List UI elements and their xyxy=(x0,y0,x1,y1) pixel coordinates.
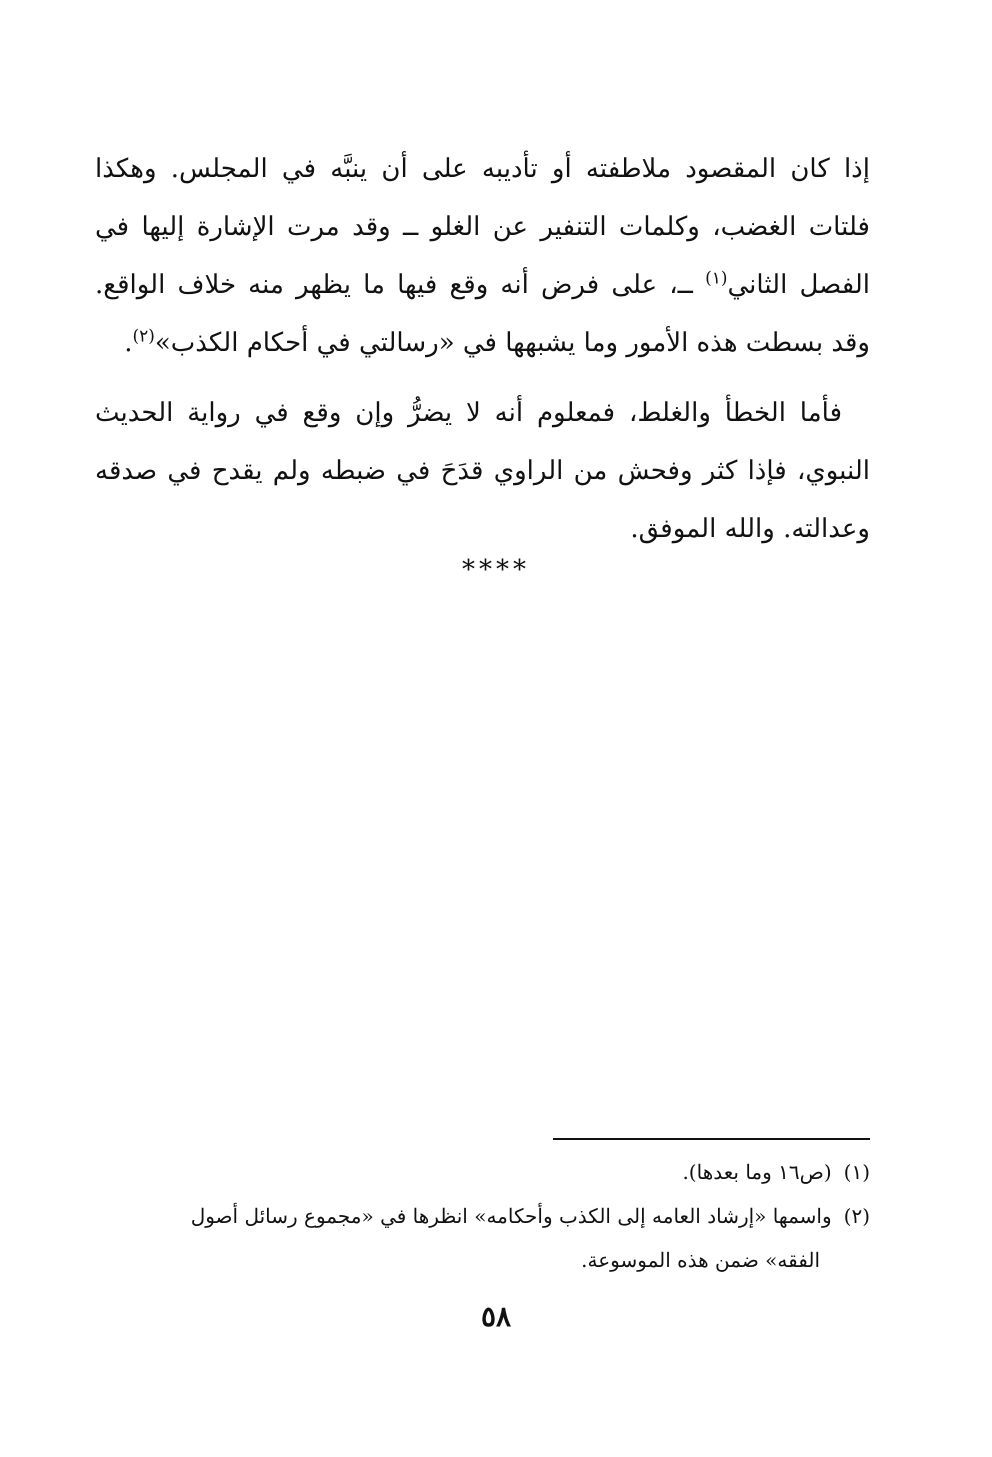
footnote-ref-1: (١) xyxy=(705,268,728,289)
paragraph-2: فأما الخطأ والغلط، فمعلوم أنه لا يضرُّ وإن وقع في رواية الحديث النبوي، فإذا كثر وفحش من الراوي قدَحَ في ضبطه ولم يقدح في صدقه وعدالته. والله الموفق. xyxy=(95,398,870,544)
section-separator: **** xyxy=(462,555,530,585)
footnote-divider xyxy=(553,1138,870,1140)
footnote-ref-2: (٢) xyxy=(132,326,155,347)
footnote-1-number: (١) xyxy=(843,1160,870,1184)
paragraph-1-part-a: إذا كان المقصود ملاطفته أو تأديبه على أن ينبَّه في المجلس. وهكذا فلتات الغضب، وكلمات التنفير عن الغلو ــ وقد مرت الإشارة إليها في الفصل الثاني xyxy=(95,154,870,300)
footnote-1 xyxy=(95,1150,870,1194)
footnotes xyxy=(95,1150,870,1282)
footnote-2 xyxy=(95,1194,870,1282)
main-text xyxy=(95,140,870,570)
paragraph-1-part-c: . xyxy=(124,328,133,358)
paragraph-1 xyxy=(95,140,870,372)
footnote-2-text: واسمها «إرشاد العامه إلى الكذب وأحكامه» انظرها في «مجموع رسائل أصول xyxy=(190,1204,832,1228)
footnote-2-number: (٢) xyxy=(843,1204,870,1228)
page-number: ٥٨ xyxy=(480,1300,512,1333)
footnote-1-text: (ص١٦ وما بعدها). xyxy=(682,1160,832,1184)
footnote-2-continuation: الفقه» ضمن هذه الموسوعة. xyxy=(581,1248,820,1272)
paragraph-1-part-b: ــ، على فرض أنه وقع فيها ما يظهر منه خلاف الواقع. وقد بسطت هذه الأمور وما يشبهها في «رسالتي في أحكام الكذب» xyxy=(95,270,870,358)
